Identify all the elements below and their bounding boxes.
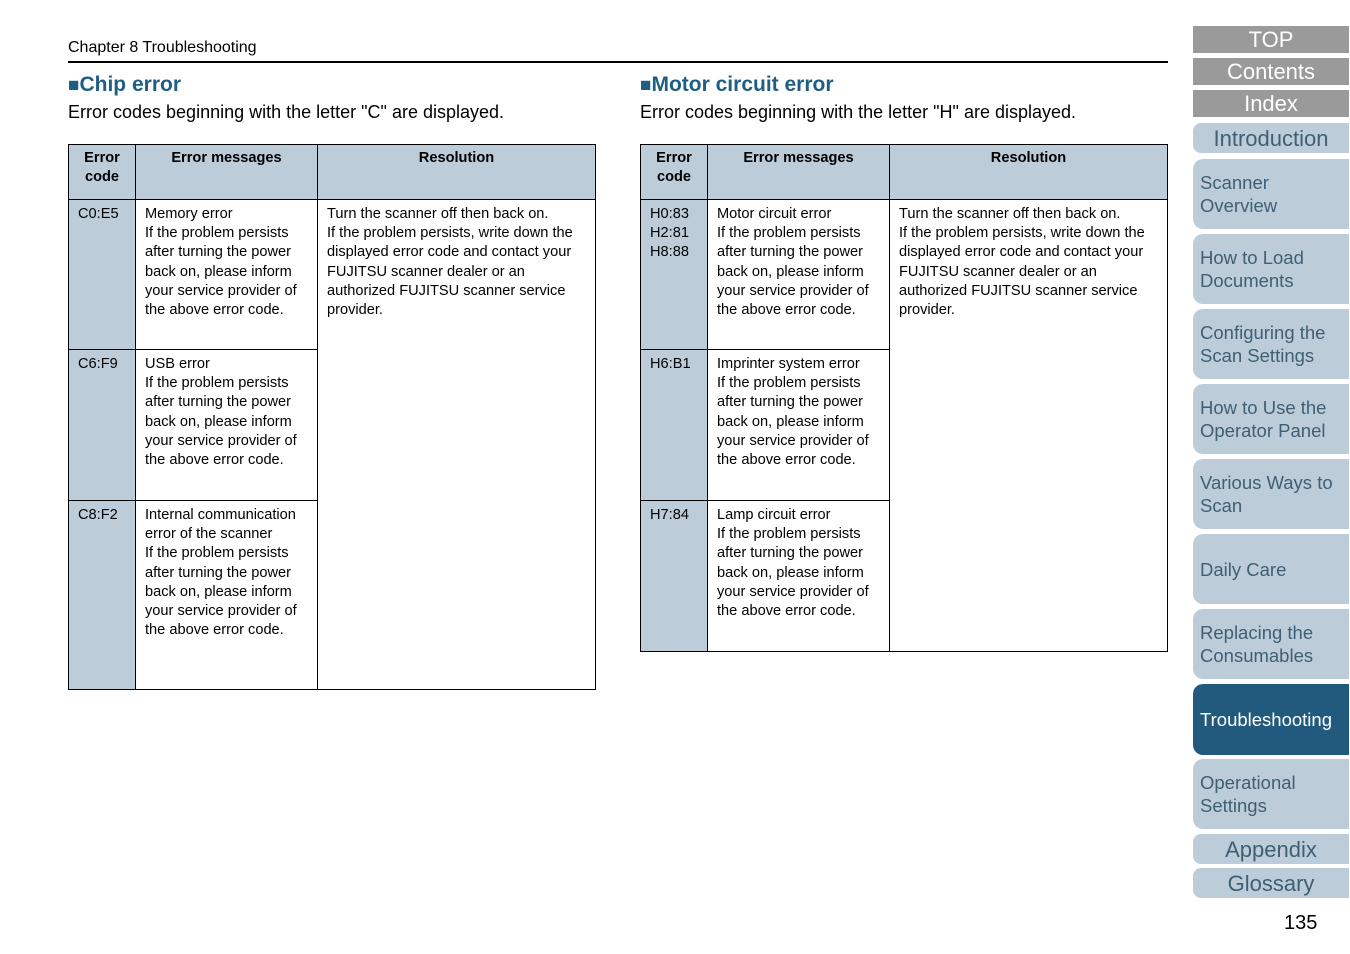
motor-error-table	[640, 144, 1168, 652]
error-message-cell: Internal communication error of the scanner If the problem persists after turning the power back on, please inform your service provider of the above error code.	[136, 501, 318, 690]
nav-glossary[interactable]: Glossary	[1193, 868, 1349, 898]
error-code-cell: H0:83 H2:81 H8:88	[641, 200, 708, 350]
page-number: 135	[1284, 912, 1318, 934]
header-error-messages: Error messages	[708, 145, 890, 200]
nav-top-button[interactable]: TOP	[1193, 26, 1349, 53]
error-message-cell: Lamp circuit error If the problem persists after turning the power back on, please inform your service provider of the above error code.	[708, 501, 890, 652]
header-resolution: Resolution	[890, 145, 1168, 200]
nav-chapter-how-to-load-documents[interactable]: How to Load Documents	[1193, 234, 1349, 304]
header-resolution: Resolution	[318, 145, 596, 200]
nav-chapter-scanner-overview[interactable]: Scanner Overview	[1193, 159, 1349, 229]
error-message-cell: Imprinter system error If the problem persists after turning the power back on, please inform your service provider of the above error code.	[708, 350, 890, 501]
motor-error-title: Motor circuit error	[651, 73, 834, 96]
error-code-cell: H6:B1	[641, 350, 708, 501]
error-code-cell: C6:F9	[69, 350, 136, 501]
resolution-cell: Turn the scanner off then back on. If the problem persists, write down the displayed error code and contact your FUJITSU scanner dealer or an authorized FUJITSU scanner service provider.	[318, 200, 596, 690]
nav-chapter-replacing-consumables[interactable]: Replacing the Consumables	[1193, 609, 1349, 679]
chip-error-title: Chip error	[79, 73, 181, 96]
header-rule	[68, 61, 1168, 63]
chip-error-description: Error codes beginning with the letter "C" are displayed.	[68, 102, 505, 122]
bullet-square-icon: ■	[68, 75, 80, 96]
error-message-cell: USB error If the problem persists after turning the power back on, please inform your service provider of the above error code.	[136, 350, 318, 501]
chip-error-section	[68, 72, 596, 124]
bullet-square-icon: ■	[640, 75, 652, 96]
table-row	[69, 200, 596, 350]
motor-error-section	[640, 72, 1168, 124]
nav-appendix[interactable]: Appendix	[1193, 834, 1349, 864]
resolution-cell: Turn the scanner off then back on. If the problem persists, write down the displayed error code and contact your FUJITSU scanner dealer or an authorized FUJITSU scanner service provider.	[890, 200, 1168, 652]
error-message-cell: Memory error If the problem persists after turning the power back on, please inform your service provider of the above error code.	[136, 200, 318, 350]
nav-chapter-operational-settings[interactable]: Operational Settings	[1193, 759, 1349, 829]
motor-error-description: Error codes beginning with the letter "H" are displayed.	[640, 102, 1077, 122]
table-header-row	[641, 145, 1168, 200]
header-error-messages: Error messages	[136, 145, 318, 200]
error-code-cell: C8:F2	[69, 501, 136, 690]
nav-contents-button[interactable]: Contents	[1193, 58, 1349, 85]
table-row	[641, 200, 1168, 350]
motor-error-heading	[640, 72, 1168, 98]
nav-chapter-various-ways-to-scan[interactable]: Various Ways to Scan	[1193, 459, 1349, 529]
chip-error-table	[68, 144, 596, 690]
error-code-cell: H7:84	[641, 501, 708, 652]
chapter-header: Chapter 8 Troubleshooting	[68, 39, 257, 56]
header-error-code: Error code	[69, 145, 136, 200]
nav-chapter-daily-care[interactable]: Daily Care	[1193, 534, 1349, 604]
nav-index-button[interactable]: Index	[1193, 90, 1349, 117]
error-code-cell: C0:E5	[69, 200, 136, 350]
table-header-row	[69, 145, 596, 200]
nav-chapter-troubleshooting[interactable]: Troubleshooting	[1193, 684, 1349, 755]
header-error-code: Error code	[641, 145, 708, 200]
nav-chapter-configuring-scan-settings[interactable]: Configuring the Scan Settings	[1193, 309, 1349, 379]
error-message-cell: Motor circuit error If the problem persists after turning the power back on, please inform your service provider of the above error code.	[708, 200, 890, 350]
chip-error-heading	[68, 72, 596, 98]
nav-introduction[interactable]: Introduction	[1193, 123, 1349, 153]
nav-chapter-operator-panel[interactable]: How to Use the Operator Panel	[1193, 384, 1349, 454]
